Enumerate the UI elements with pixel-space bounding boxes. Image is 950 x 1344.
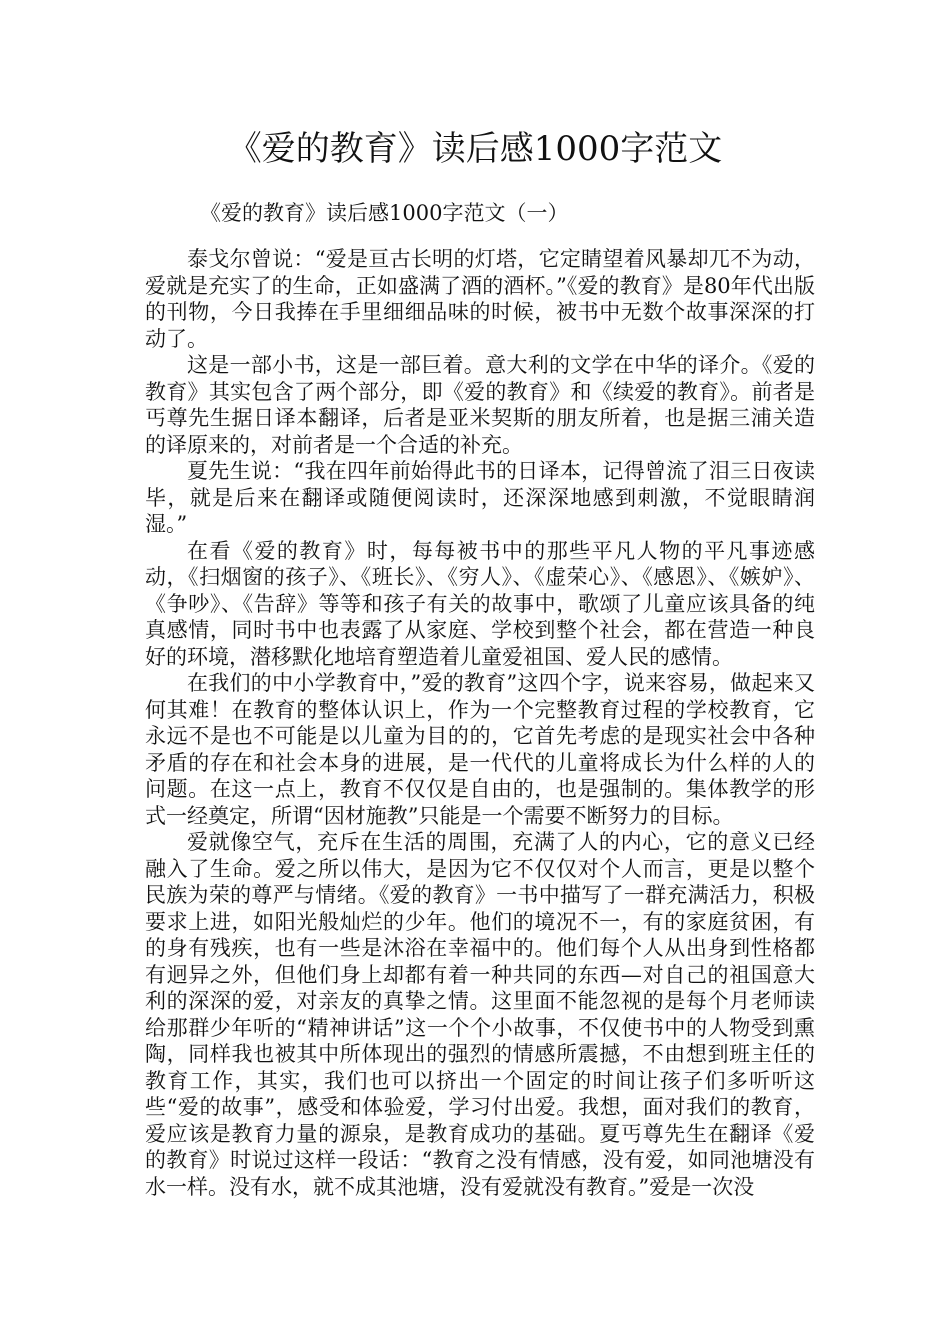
- document-title: 《爱的教育》读后感1000字范文: [227, 129, 723, 169]
- paragraph: 在我们的中小学教育中，”爱的教育”这四个字，说来容易，做起来又何其难！在教育的整体认识上，作为一个完整教育过程的学校教育，它永远不是也不可能是以儿童为目的的，它首先考虑的是现实社会中各种矛盾的存在和社会本身的进展，是一代代的儿童将成长为什么样的人的问题。在这一点上，教育不仅仅是自由的，也是强制的。集体教学的形式一经奠定，所谓“因材施教”只能是一个需要不断努力的目标。: [145, 671, 815, 828]
- paragraph: 夏先生说：“我在四年前始得此书的日译本，记得曾流了泪三日夜读毕，就是后来在翻译或随便阅读时，还深深地感到刺激，不觉眼睛润湿。”: [145, 459, 815, 536]
- document-body: [145, 246, 815, 1200]
- paragraph: 泰戈尔曾说：“爱是亘古长明的灯塔，它定睛望着风暴却兀不为动，爱就是充实了的生命，正如盛满了酒的酒杯。”《爱的教育》是80年代出版的刊物，今日我捧在手里细细品味的时候，被书中无数个故事深深的打动了。: [145, 247, 815, 351]
- document-subtitle: 《爱的教育》读后感1000字范文（一）: [200, 201, 569, 225]
- paragraph: 在看《爱的教育》时，每每被书中的那些平凡人物的平凡事迹感动，《扫烟窗的孩子》、《班长》、《穷人》、《虚荣心》、《感恩》、《嫉妒》、《争吵》、《告辞》等等和孩子有关的故事中，歌颂了儿童应该具备的纯真感情，同时书中也表露了从家庭、学校到整个社会，都在营造一种良好的环境，潜移默化地培育塑造着儿童爱祖国、爱人民的感情。: [145, 538, 815, 669]
- paragraph: 这是一部小书，这是一部巨着。意大利的文学在中华的译介。《爱的教育》其实包含了两个部分，即《爱的教育》和《续爱的教育》。前者是丐尊先生据日译本翻译，后者是亚米契斯的朋友所着，也是据三浦关造的译原来的，对前者是一个合适的补充。: [145, 353, 815, 457]
- paragraph: 爱就像空气，充斥在生活的周围，充满了人的内心，它的意义已经融入了生命。爱之所以伟大，是因为它不仅仅对个人而言，更是以整个民族为荣的尊严与情绪。《爱的教育》一书中描写了一群充满活力，积极要求上进，如阳光般灿烂的少年。他们的境况不一，有的家庭贫困，有的身有残疾，也有一些是沐浴在幸福中的。他们每个人从出身到性格都有迥异之外，但他们身上却都有着一种共同的东西—对自己的祖国意大利的深深的爱，对亲友的真挚之情。这里面不能忽视的是每个月老师读给那群少年听的“精神讲话”这一个个小故事，不仅使书中的人物受到熏陶，同样我也被其中所体现出的强烈的情感所震撼，不由想到班主任的教育工作，其实，我们也可以挤出一个固定的时间让孩子们多听听这些“爱的故事”，感受和体验爱，学习付出爱。我想，面对我们的教育，爱应该是教育力量的源泉，是教育成功的基础。夏丐尊先生在翻译《爱的教育》时说过这样一段话：“教育之没有情感，没有爱，如同池塘没有水一样。没有水，就不成其池塘，没有爱就没有教育。”爱是一次没: [145, 830, 815, 1199]
